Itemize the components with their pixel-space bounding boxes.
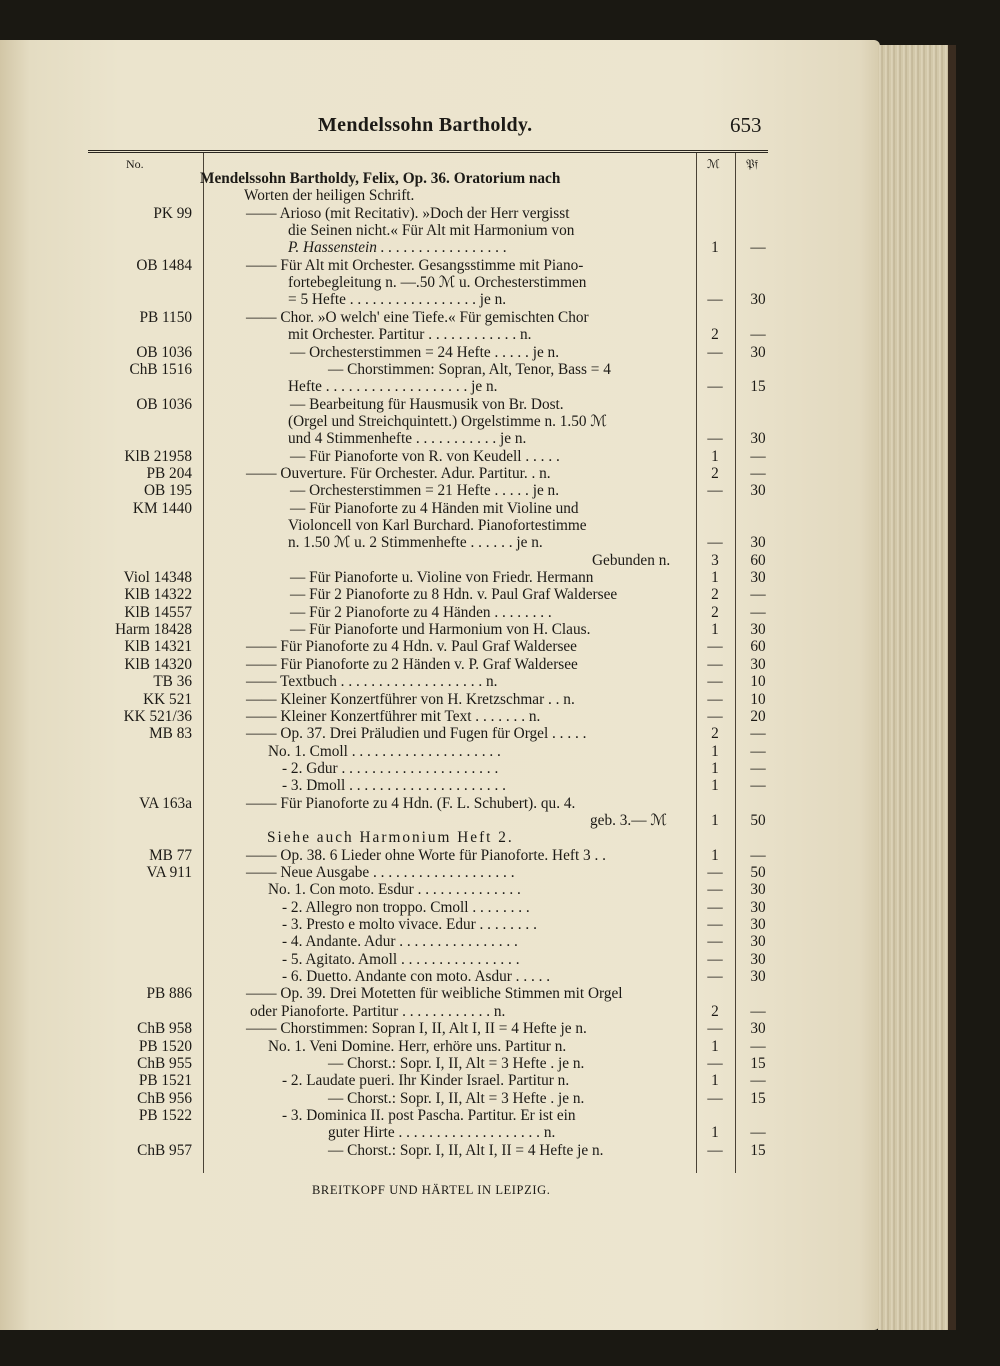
catalog-number: MB 83 bbox=[149, 725, 192, 743]
catalog-row bbox=[0, 777, 780, 794]
catalog-row bbox=[0, 1107, 780, 1124]
entry-text: No. 1. Con moto. Esdur . . . . . . . . . . . . . . bbox=[268, 881, 521, 899]
entry-text: Hefte . . . . . . . . . . . . . . . . . . . je n. bbox=[288, 378, 498, 396]
catalog-row bbox=[0, 1124, 780, 1141]
price-mark: 1 bbox=[711, 1124, 719, 1142]
catalog-number: KlB 14322 bbox=[124, 586, 192, 604]
catalog-row bbox=[0, 500, 780, 517]
price-pfennig: 30 bbox=[750, 881, 766, 899]
entry-text: n. 1.50 ℳ u. 2 Stimmenhefte . . . . . . je n. bbox=[288, 534, 543, 552]
entry-text: - 6. Duetto. Andante con moto. Asdur . . . . . bbox=[282, 968, 551, 986]
price-mark: — bbox=[707, 1054, 723, 1072]
entry-text: und 4 Stimmenhefte . . . . . . . . . . . je n. bbox=[288, 430, 527, 448]
price-pfennig: 15 bbox=[750, 1089, 766, 1107]
price-pfennig: 15 bbox=[750, 378, 766, 396]
price-pfennig: 30 bbox=[750, 291, 766, 309]
catalog-number: VA 911 bbox=[146, 864, 192, 881]
catalog-number: ChB 957 bbox=[137, 1141, 192, 1159]
price-mark: 2 bbox=[711, 603, 719, 621]
entry-text: —— Für Pianoforte zu 4 Hdn. (F. L. Schubert). qu. 4. bbox=[246, 794, 576, 812]
price-mark: — bbox=[707, 1020, 723, 1038]
catalog-row bbox=[0, 847, 780, 864]
entry-text: — Orchesterstimmen = 21 Hefte . . . . . je n. bbox=[290, 482, 560, 500]
catalog-number: PB 1522 bbox=[138, 1106, 192, 1124]
entry-text: —— Neue Ausgabe . . . . . . . . . . . . . . . . . . . bbox=[246, 864, 515, 881]
catalog-number: OB 1484 bbox=[136, 256, 192, 274]
price-mark: 1 bbox=[711, 777, 719, 795]
catalog-number: VA 163a bbox=[139, 794, 192, 812]
entry-text: Mendelssohn Bartholdy, Felix, Op. 36. Oratorium nach bbox=[200, 170, 561, 187]
catalog-row bbox=[0, 239, 780, 256]
catalog-number: ChB 956 bbox=[137, 1089, 192, 1107]
price-pfennig: 50 bbox=[750, 864, 766, 881]
entry-text: —— Für Pianoforte zu 2 Händen v. P. Graf Waldersee bbox=[246, 655, 578, 673]
price-pfennig: 10 bbox=[750, 690, 766, 708]
entry-text: —— Textbuch . . . . . . . . . . . . . . . . . . . n. bbox=[246, 673, 498, 691]
entry-text: P. Hassenstein . . . . . . . . . . . . . . . . . bbox=[288, 239, 507, 257]
price-mark: — bbox=[707, 655, 723, 673]
price-pfennig: — bbox=[750, 742, 766, 760]
price-pfennig: — bbox=[750, 1037, 766, 1055]
catalog-row bbox=[0, 812, 780, 829]
catalog-number: ChB 1516 bbox=[129, 360, 192, 378]
catalog-row bbox=[0, 552, 780, 569]
price-mark: — bbox=[707, 430, 723, 448]
catalog-row bbox=[0, 586, 780, 603]
price-mark: 1 bbox=[711, 1072, 719, 1090]
entry-text: - 2. Laudate pueri. Ihr Kinder Israel. Partitur n. bbox=[282, 1072, 570, 1090]
catalog-row bbox=[0, 361, 780, 378]
catalog-row bbox=[0, 326, 780, 343]
catalog-row bbox=[0, 291, 780, 308]
price-pfennig: 20 bbox=[750, 707, 766, 725]
catalog-row bbox=[0, 309, 780, 326]
price-pfennig: 10 bbox=[750, 673, 766, 691]
entry-text: No. 1. Cmoll . . . . . . . . . . . . . . . . . . . . bbox=[268, 742, 501, 760]
catalog-row bbox=[0, 1020, 780, 1037]
catalog-row bbox=[0, 864, 780, 881]
price-pfennig: — bbox=[750, 603, 766, 621]
entry-text: —— Op. 38. 6 Lieder ohne Worte für Pianoforte. Heft 3 . . bbox=[246, 846, 606, 864]
price-pfennig: 30 bbox=[750, 968, 766, 986]
price-mark: 2 bbox=[711, 725, 719, 743]
catalog-row bbox=[0, 448, 780, 465]
entry-text: Worten der heiligen Schrift. bbox=[244, 187, 415, 205]
price-mark: 2 bbox=[711, 586, 719, 604]
page-number: 653 bbox=[730, 113, 762, 137]
catalog-row bbox=[0, 222, 780, 239]
catalog-row bbox=[0, 1090, 780, 1107]
catalog-number: PB 1520 bbox=[138, 1037, 192, 1055]
price-pfennig: 15 bbox=[750, 1141, 766, 1159]
header-rule bbox=[88, 150, 768, 153]
catalog-row bbox=[0, 413, 780, 430]
catalog-row bbox=[0, 725, 780, 742]
publisher-footer: BREITKOPF UND HÄRTEL IN LEIPZIG. bbox=[312, 1183, 551, 1197]
price-mark: 1 bbox=[711, 742, 719, 760]
price-mark: — bbox=[707, 1141, 723, 1159]
entry-text: - 5. Agitato. Amoll . . . . . . . . . . . . . . . . bbox=[282, 950, 520, 968]
price-pfennig: — bbox=[750, 777, 766, 795]
entry-text: —— Kleiner Konzertführer mit Text . . . . . . . n. bbox=[246, 707, 541, 725]
price-mark: — bbox=[707, 916, 723, 934]
catalog-row bbox=[0, 1038, 780, 1055]
price-mark: — bbox=[707, 378, 723, 396]
catalog-row bbox=[0, 344, 780, 361]
catalog-row bbox=[0, 1003, 780, 1020]
entry-text: geb. 3.— ℳ bbox=[590, 811, 667, 829]
price-pfennig: 30 bbox=[750, 1020, 766, 1038]
price-mark: — bbox=[707, 690, 723, 708]
catalog-row bbox=[0, 1072, 780, 1089]
entry-text: fortebegleitung n. —.50 ℳ u. Orchesterstimmen bbox=[288, 274, 587, 292]
entry-text: — Chorstimmen: Sopran, Alt, Tenor, Bass = 4 bbox=[328, 360, 611, 378]
price-pfennig: 30 bbox=[750, 898, 766, 916]
price-mark: 1 bbox=[711, 811, 719, 829]
catalog-number: KK 521 bbox=[143, 690, 192, 708]
entry-text: — Für 2 Pianoforte zu 4 Händen . . . . . . . . bbox=[290, 603, 552, 621]
price-pfennig: 30 bbox=[750, 430, 766, 448]
catalog-number: OB 1036 bbox=[136, 343, 192, 361]
price-pfennig: 50 bbox=[750, 811, 766, 829]
price-mark: — bbox=[707, 881, 723, 899]
entry-text: Siehe auch Harmonium Heft 2. bbox=[267, 829, 514, 847]
price-mark: 1 bbox=[711, 239, 719, 257]
price-pfennig: — bbox=[750, 586, 766, 604]
price-mark: — bbox=[707, 482, 723, 500]
catalog-row bbox=[0, 691, 780, 708]
price-pfennig: — bbox=[750, 447, 766, 465]
entry-text: - 3. Dominica II. post Pascha. Partitur. Er ist ein bbox=[282, 1106, 576, 1124]
catalog-row bbox=[0, 968, 780, 985]
price-pfennig: — bbox=[750, 725, 766, 743]
catalog-number: OB 195 bbox=[143, 482, 192, 500]
catalog-row bbox=[0, 274, 780, 291]
price-mark: 1 bbox=[711, 447, 719, 465]
catalog-row bbox=[0, 465, 780, 482]
price-pfennig: 30 bbox=[750, 655, 766, 673]
catalog-row bbox=[0, 257, 780, 274]
entry-text: die Seinen nicht.« Für Alt mit Harmonium von bbox=[288, 222, 575, 240]
entry-text: — Chorst.: Sopr. I, II, Alt = 3 Hefte . je n. bbox=[328, 1089, 585, 1107]
entry-text: Violoncell von Karl Burchard. Pianofortestimme bbox=[288, 517, 587, 534]
price-mark: 1 bbox=[711, 759, 719, 777]
price-mark: — bbox=[707, 673, 723, 691]
price-pfennig: 30 bbox=[750, 534, 766, 552]
price-mark: — bbox=[707, 950, 723, 968]
entry-text: oder Pianoforte. Partitur . . . . . . . . . . . . n. bbox=[250, 1002, 506, 1020]
entry-text: — Für Pianoforte u. Violine von Friedr. Hermann bbox=[290, 569, 594, 587]
catalog-number: Viol 14348 bbox=[123, 569, 192, 587]
catalog-row bbox=[0, 638, 780, 655]
entry-text: — Bearbeitung für Hausmusik von Br. Dost. bbox=[290, 395, 564, 413]
price-pfennig: 15 bbox=[750, 1054, 766, 1072]
catalog-row bbox=[0, 604, 780, 621]
price-pfennig: — bbox=[750, 326, 766, 344]
catalog-row bbox=[0, 517, 780, 534]
catalog-row bbox=[0, 534, 780, 551]
price-pfennig: 60 bbox=[750, 638, 766, 656]
price-mark: 1 bbox=[711, 569, 719, 587]
price-pfennig: — bbox=[750, 464, 766, 482]
price-mark: 2 bbox=[711, 326, 719, 344]
catalog-row bbox=[0, 656, 780, 673]
entry-text: — Für 2 Pianoforte zu 8 Hdn. v. Paul Graf Waldersee bbox=[290, 586, 618, 604]
catalog-number: Harm 18428 bbox=[115, 621, 192, 639]
catalog-number: KlB 14557 bbox=[124, 603, 192, 621]
catalog-number: ChB 955 bbox=[137, 1054, 192, 1072]
price-mark: 1 bbox=[711, 621, 719, 639]
catalog-number: PB 204 bbox=[146, 464, 192, 482]
catalog-number: TB 36 bbox=[153, 673, 192, 691]
price-pfennig: 30 bbox=[750, 916, 766, 934]
catalog-row bbox=[0, 430, 780, 447]
entry-text: —— Arioso (mit Recitativ). »Doch der Herr vergisst bbox=[246, 204, 570, 222]
catalog-row bbox=[0, 170, 780, 187]
catalog-number: PB 1521 bbox=[138, 1072, 192, 1090]
price-mark: — bbox=[707, 968, 723, 986]
column-header-no: No. bbox=[126, 157, 144, 171]
catalog-row bbox=[0, 569, 780, 586]
price-mark: 1 bbox=[711, 846, 719, 864]
price-pfennig: 30 bbox=[750, 933, 766, 951]
catalog-number: MB 77 bbox=[149, 846, 192, 864]
catalog-row bbox=[0, 829, 780, 846]
price-pfennig: 30 bbox=[750, 343, 766, 361]
catalog-number: OB 1036 bbox=[136, 395, 192, 413]
entry-text: — Orchesterstimmen = 24 Hefte . . . . . je n. bbox=[290, 343, 560, 361]
catalog-number: PK 99 bbox=[153, 204, 192, 222]
column-header-mark: ℳ bbox=[707, 157, 720, 171]
price-pfennig: 30 bbox=[750, 950, 766, 968]
catalog-number: KM 1440 bbox=[132, 499, 192, 517]
price-pfennig: 60 bbox=[750, 551, 766, 569]
price-pfennig: — bbox=[750, 1124, 766, 1142]
entry-text: - 2. Allegro non troppo. Cmoll . . . . . . . . bbox=[282, 898, 530, 916]
catalog-row bbox=[0, 1142, 780, 1159]
entry-text: — Chorst.: Sopr. I, II, Alt I, II = 4 Hefte je n. bbox=[328, 1141, 604, 1159]
catalog-number: PB 886 bbox=[146, 985, 192, 1003]
price-pfennig: — bbox=[750, 1002, 766, 1020]
price-mark: 1 bbox=[711, 1037, 719, 1055]
catalog-row bbox=[0, 760, 780, 777]
price-mark: — bbox=[707, 707, 723, 725]
catalog-row bbox=[0, 743, 780, 760]
catalog-row bbox=[0, 951, 780, 968]
entry-text: Gebunden n. bbox=[592, 551, 671, 569]
catalog-row bbox=[0, 482, 780, 499]
price-mark: — bbox=[707, 864, 723, 881]
catalog-row bbox=[0, 187, 780, 204]
price-mark: — bbox=[707, 638, 723, 656]
price-pfennig: — bbox=[750, 239, 766, 257]
entry-text: — Für Pianoforte von R. von Keudell . . . . . bbox=[290, 447, 560, 465]
price-mark: 3 bbox=[711, 551, 719, 569]
catalog-row bbox=[0, 933, 780, 950]
entry-text: No. 1. Veni Domine. Herr, erhöre uns. Partitur n. bbox=[268, 1037, 567, 1055]
entry-text: guter Hirte . . . . . . . . . . . . . . . . . . . n. bbox=[328, 1124, 556, 1142]
catalog-number: PB 1150 bbox=[139, 308, 192, 326]
running-head: Mendelssohn Bartholdy. bbox=[318, 114, 533, 136]
price-mark: — bbox=[707, 291, 723, 309]
entry-text: — Für Pianoforte und Harmonium von H. Claus. bbox=[290, 621, 591, 639]
entry-text: —— Op. 39. Drei Motetten für weibliche Stimmen mit Orgel bbox=[246, 985, 623, 1003]
price-pfennig: — bbox=[750, 846, 766, 864]
price-mark: 2 bbox=[711, 1002, 719, 1020]
catalog-row bbox=[0, 708, 780, 725]
entry-text: —— Op. 37. Drei Präludien und Fugen für Orgel . . . . . bbox=[246, 725, 587, 743]
entry-text: - 3. Presto e molto vivace. Edur . . . . . . . . bbox=[282, 916, 537, 934]
price-pfennig: 30 bbox=[750, 621, 766, 639]
price-mark: — bbox=[707, 933, 723, 951]
catalog-row bbox=[0, 205, 780, 222]
catalog-row bbox=[0, 899, 780, 916]
catalog-row bbox=[0, 1055, 780, 1072]
catalog-number: KlB 21958 bbox=[124, 447, 192, 465]
entry-text: = 5 Hefte . . . . . . . . . . . . . . . . . je n. bbox=[288, 291, 507, 309]
catalog-row bbox=[0, 673, 780, 690]
price-pfennig: — bbox=[750, 1072, 766, 1090]
entry-text: — Chorst.: Sopr. I, II, Alt = 3 Hefte . je n. bbox=[328, 1054, 585, 1072]
price-mark: — bbox=[707, 343, 723, 361]
price-mark: — bbox=[707, 898, 723, 916]
entry-text: —— Chorstimmen: Sopran I, II, Alt I, II = 4 Hefte je n. bbox=[246, 1020, 587, 1038]
catalog-row bbox=[0, 621, 780, 638]
price-pfennig: — bbox=[750, 759, 766, 777]
catalog-number: ChB 958 bbox=[137, 1020, 192, 1038]
catalog-row bbox=[0, 916, 780, 933]
catalog-row bbox=[0, 396, 780, 413]
price-mark: — bbox=[707, 1089, 723, 1107]
entry-text: (Orgel und Streichquintett.) Orgelstimme n. 1.50 ℳ bbox=[288, 412, 607, 430]
entry-text: mit Orchester. Partitur . . . . . . . . . . . . n. bbox=[288, 326, 532, 344]
entry-text: —— Kleiner Konzertführer von H. Kretzschmar . . n. bbox=[246, 690, 575, 708]
price-pfennig: 30 bbox=[750, 569, 766, 587]
catalog-row bbox=[0, 795, 780, 812]
entry-text: —— Chor. »O welch' eine Tiefe.« Für gemischten Chor bbox=[246, 308, 589, 326]
column-header-pf: 𝔓𝔣 bbox=[746, 157, 759, 171]
entry-text: —— Ouverture. Für Orchester. Adur. Partitur. . n. bbox=[246, 464, 551, 482]
page-edges bbox=[878, 45, 956, 1330]
price-pfennig: 30 bbox=[750, 482, 766, 500]
price-mark: — bbox=[707, 534, 723, 552]
catalog-number: KlB 14321 bbox=[124, 638, 192, 656]
entry-text: — Für Pianoforte zu 4 Händen mit Violine und bbox=[290, 499, 579, 517]
entry-text: —— Für Alt mit Orchester. Gesangsstimme mit Piano- bbox=[246, 256, 584, 274]
catalog-number: KK 521/36 bbox=[123, 707, 192, 725]
entry-text: - 4. Andante. Adur . . . . . . . . . . . . . . . . bbox=[282, 933, 518, 951]
catalog-number: KlB 14320 bbox=[124, 655, 192, 673]
catalog-row bbox=[0, 378, 780, 395]
entry-text: —— Für Pianoforte zu 4 Hdn. v. Paul Graf Waldersee bbox=[246, 638, 577, 656]
entry-text: - 3. Dmoll . . . . . . . . . . . . . . . . . . . . . bbox=[282, 777, 506, 795]
entry-text: - 2. Gdur . . . . . . . . . . . . . . . . . . . . . bbox=[282, 759, 499, 777]
catalog-row bbox=[0, 881, 780, 898]
price-mark: 2 bbox=[711, 464, 719, 482]
catalog-row bbox=[0, 985, 780, 1002]
